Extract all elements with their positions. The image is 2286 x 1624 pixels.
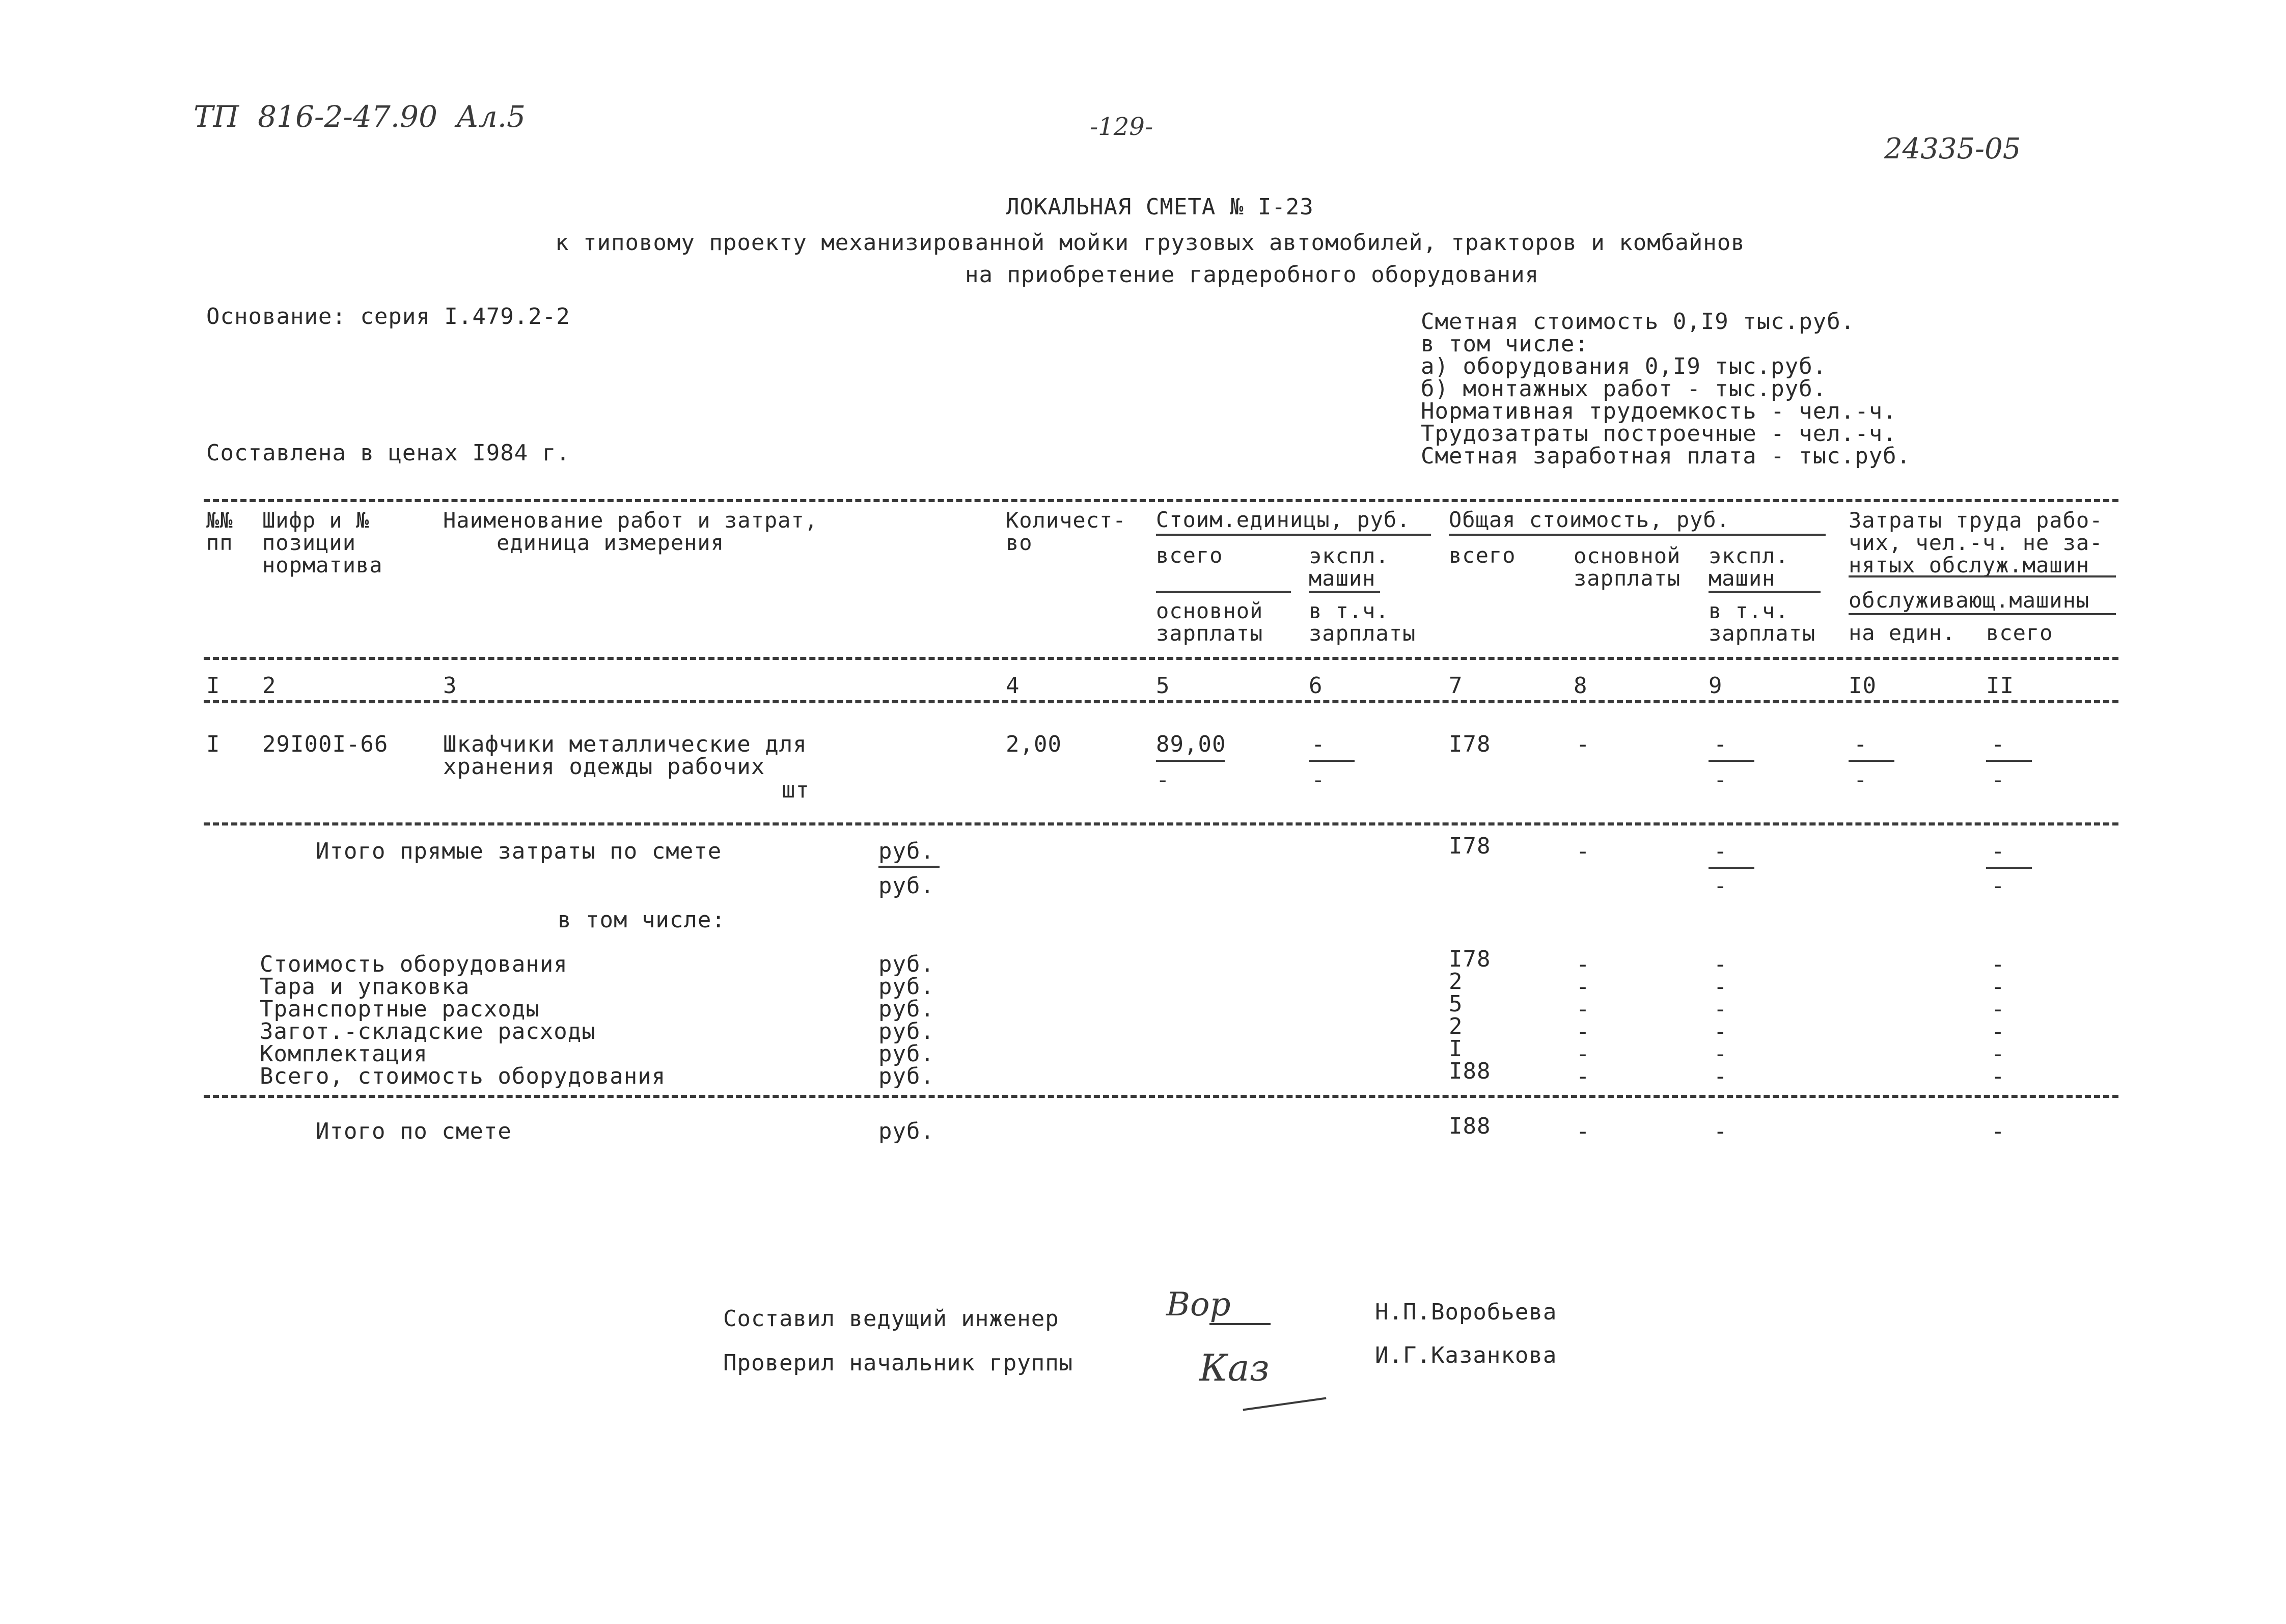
grand-total-machines: - <box>1714 1118 1728 1144</box>
checked-by-role: Проверил начальник группы <box>723 1350 1073 1376</box>
compiled-by-signature: Вор <box>1166 1286 1231 1324</box>
col-header-per-unit: на един. <box>1849 620 1956 645</box>
col-number-9: 9 <box>1709 673 1723 699</box>
total-cost-underline <box>1449 534 1826 536</box>
labor-sub-underline <box>1849 613 2116 615</box>
col-header-labor-total: всего <box>1986 620 2053 645</box>
col-header-total-wages: основной зарплаты <box>1574 543 1681 591</box>
col-header-qty: Количест- во <box>1006 508 1126 555</box>
item-storage-value: 2 <box>1449 1013 1463 1039</box>
col-header-name: Наименование работ и затрат, единица измерения <box>443 508 818 555</box>
col-header-unit-machines: экспл. машин <box>1309 543 1389 591</box>
estimate-title: ЛОКАЛЬНАЯ СМЕТА № I-23 <box>1006 194 1314 220</box>
col-header-total-machines: экспл. машин <box>1709 543 1789 591</box>
item-equipment-unit: руб. <box>878 951 934 977</box>
summary-labor-site: Трудозатраты построечные - чел.-ч. <box>1421 421 1897 447</box>
compiled-by-name: Н.П.Воробьева <box>1375 1299 1557 1325</box>
labor-per-unit-underline <box>1849 760 1894 762</box>
page-number: -129- <box>1090 113 1153 141</box>
col-header-unit-cost: Стоим.единицы, руб. <box>1156 507 1411 532</box>
row-unit-total: 89,00 <box>1156 731 1226 757</box>
checked-by-name: И.Г.Казанкова <box>1375 1342 1557 1368</box>
item-transport-labor: - <box>1991 996 2005 1022</box>
row-total-wages: - <box>1576 731 1590 757</box>
unit-total-value-underline <box>1156 760 1225 762</box>
project-code: ТП 816-2-47.90 Ал.5 <box>194 99 526 134</box>
compiled-signature-stroke <box>1209 1323 1271 1325</box>
item-total-equipment-machines: - <box>1714 1063 1728 1089</box>
direct-costs-unit-2: руб. <box>878 873 934 899</box>
item-packaging-value: 2 <box>1449 969 1463 995</box>
item-packaging-labor: - <box>1991 974 2005 1000</box>
item-storage-wages: - <box>1576 1019 1590 1044</box>
total-machines-underline <box>1709 591 1821 593</box>
col-header-labor-sub: обслуживающ.машины <box>1849 588 2090 613</box>
col-numbers-rule <box>204 700 2118 703</box>
grand-total-value: I88 <box>1449 1113 1491 1139</box>
row-unit-incl-wages: - <box>1311 767 1326 793</box>
summary-labor-norm: Нормативная трудоемкость - чел.-ч. <box>1421 398 1897 424</box>
breakdown-bottom-rule <box>204 1095 2118 1098</box>
item-packaging-wages: - <box>1576 974 1590 1000</box>
col-number-11: II <box>1986 673 2014 699</box>
col-number-1: I <box>206 673 221 699</box>
summary-installation: б) монтажных работ - тыс.руб. <box>1421 376 1827 402</box>
item-kitting-value: I <box>1449 1036 1463 1062</box>
direct-costs-machines: - <box>1714 838 1728 864</box>
item-kitting-unit: руб. <box>878 1041 934 1067</box>
item-transport-value: 5 <box>1449 991 1463 1017</box>
direct-costs-machines-underline <box>1709 867 1754 869</box>
row-unit: шт <box>782 777 810 803</box>
col-header-total: всего <box>1449 543 1516 568</box>
item-equipment-wages: - <box>1576 951 1590 977</box>
col-header-total-cost: Общая стоимость, руб. <box>1449 507 1730 532</box>
col-header-unit-total: всего <box>1156 543 1223 568</box>
direct-costs-value: I78 <box>1449 833 1491 859</box>
summary-incl: в том числе: <box>1421 331 1589 357</box>
col-header-total-incl-wages: в т.ч. зарплаты <box>1709 598 1816 646</box>
item-packaging-label: Тара и упаковка <box>260 974 470 1000</box>
item-transport-label: Транспортные расходы <box>260 996 540 1022</box>
row-total-machines: - <box>1714 731 1728 757</box>
row-name: Шкафчики металлические для хранения одежды рабочих <box>443 731 807 780</box>
including-label: в том числе: <box>558 907 726 933</box>
item-kitting-wages: - <box>1576 1041 1590 1067</box>
item-equipment-labor: - <box>1991 951 2005 977</box>
item-total-equipment-label: Всего, стоимость оборудования <box>260 1063 666 1089</box>
item-kitting-machines: - <box>1714 1041 1728 1067</box>
item-packaging-unit: руб. <box>878 974 934 1000</box>
item-kitting-label: Комплектация <box>260 1041 428 1067</box>
row-total: I78 <box>1449 731 1491 757</box>
item-storage-label: Загот.-складские расходы <box>260 1019 596 1044</box>
total-machines-value-underline <box>1709 760 1754 762</box>
item-storage-machines: - <box>1714 1019 1728 1044</box>
checked-by-signature: Каз <box>1199 1346 1270 1389</box>
item-total-equipment-wages: - <box>1576 1063 1590 1089</box>
item-total-equipment-labor: - <box>1991 1063 2005 1089</box>
item-total-equipment-value: I88 <box>1449 1058 1491 1084</box>
direct-costs-labor-underline <box>1986 867 2032 869</box>
inventory-number: 24335-05 <box>1884 132 2021 166</box>
row-number: I <box>206 731 221 757</box>
direct-costs-labor: - <box>1991 838 2005 864</box>
row-qty: 2,00 <box>1006 731 1062 757</box>
col-number-5: 5 <box>1156 673 1170 699</box>
col-header-unit-incl-wages: в т.ч. зарплаты <box>1309 598 1416 646</box>
row-total-incl-wages: - <box>1714 767 1728 793</box>
direct-costs-label: Итого прямые затраты по смете <box>316 838 722 864</box>
labor-underline <box>1849 575 2116 577</box>
item-transport-machines: - <box>1714 996 1728 1022</box>
item-total-equipment-unit: руб. <box>878 1063 934 1089</box>
col-number-7: 7 <box>1449 673 1463 699</box>
unit-machines-value-underline <box>1309 760 1355 762</box>
col-header-labor: Затраты труда рабо- чих, чел.-ч. не за- нятых обслуж.машин <box>1849 508 2103 577</box>
item-storage-labor: - <box>1991 1019 2005 1044</box>
unit-total-underline <box>1156 591 1291 593</box>
checked-signature-stroke <box>1243 1397 1327 1411</box>
compiled-by-role: Составил ведущий инженер <box>723 1306 1059 1332</box>
row-unit-machines: - <box>1311 731 1326 757</box>
estimate-purpose: на приобретение гардеробного оборудования <box>965 262 1539 288</box>
row-bottom-rule <box>204 822 2118 825</box>
direct-costs-unit-underline <box>878 866 940 868</box>
summary-wages: Сметная заработная плата - тыс.руб. <box>1421 443 1911 469</box>
col-header-num: №№ пп <box>206 508 233 555</box>
estimate-subtitle: к типовому проекту механизированной мойки грузовых автомобилей, тракторов и комбайнов <box>555 230 1745 256</box>
labor-total-underline <box>1986 760 2032 762</box>
item-kitting-labor: - <box>1991 1041 2005 1067</box>
item-equipment-label: Стоимость оборудования <box>260 951 568 977</box>
col-number-10: I0 <box>1849 673 1877 699</box>
row-labor-total-sub: - <box>1991 767 2005 793</box>
col-number-6: 6 <box>1309 673 1323 699</box>
row-labor-per-unit: - <box>1854 731 1868 757</box>
col-number-8: 8 <box>1574 673 1588 699</box>
direct-costs-machines-sub: - <box>1714 873 1728 899</box>
direct-costs-wages: - <box>1576 838 1590 864</box>
item-storage-unit: руб. <box>878 1019 934 1044</box>
direct-costs-unit: руб. <box>878 838 934 864</box>
summary-equipment: а) оборудования 0,I9 тыс.руб. <box>1421 353 1827 379</box>
row-labor-per-unit-sub: - <box>1854 767 1868 793</box>
grand-total-wages: - <box>1576 1118 1590 1144</box>
summary-cost: Сметная стоимость 0,I9 тыс.руб. <box>1421 309 1855 335</box>
item-packaging-machines: - <box>1714 974 1728 1000</box>
unit-cost-underline <box>1156 534 1431 536</box>
row-unit-wages: - <box>1156 767 1170 793</box>
item-equipment-machines: - <box>1714 951 1728 977</box>
table-top-rule <box>204 499 2118 502</box>
col-header-unit-wages: основной зарплаты <box>1156 598 1263 646</box>
row-labor-total: - <box>1991 731 2005 757</box>
grand-total-labor: - <box>1991 1118 2005 1144</box>
grand-total-unit: руб. <box>878 1118 934 1144</box>
col-number-3: 3 <box>443 673 457 699</box>
col-number-2: 2 <box>262 673 277 699</box>
item-transport-wages: - <box>1576 996 1590 1022</box>
col-number-4: 4 <box>1006 673 1020 699</box>
header-bottom-rule <box>204 657 2118 660</box>
basis: Основание: серия I.479.2-2 <box>206 304 570 329</box>
col-header-code: Шифр и № позиции норматива <box>262 508 383 577</box>
direct-costs-labor-sub: - <box>1991 873 2005 899</box>
grand-total-label: Итого по смете <box>316 1118 512 1144</box>
row-code: 29I00I-66 <box>262 731 389 757</box>
unit-machines-underline <box>1309 591 1380 593</box>
item-equipment-value: I78 <box>1449 946 1491 972</box>
item-transport-unit: руб. <box>878 996 934 1022</box>
prices-year: Составлена в ценах I984 г. <box>206 440 570 466</box>
